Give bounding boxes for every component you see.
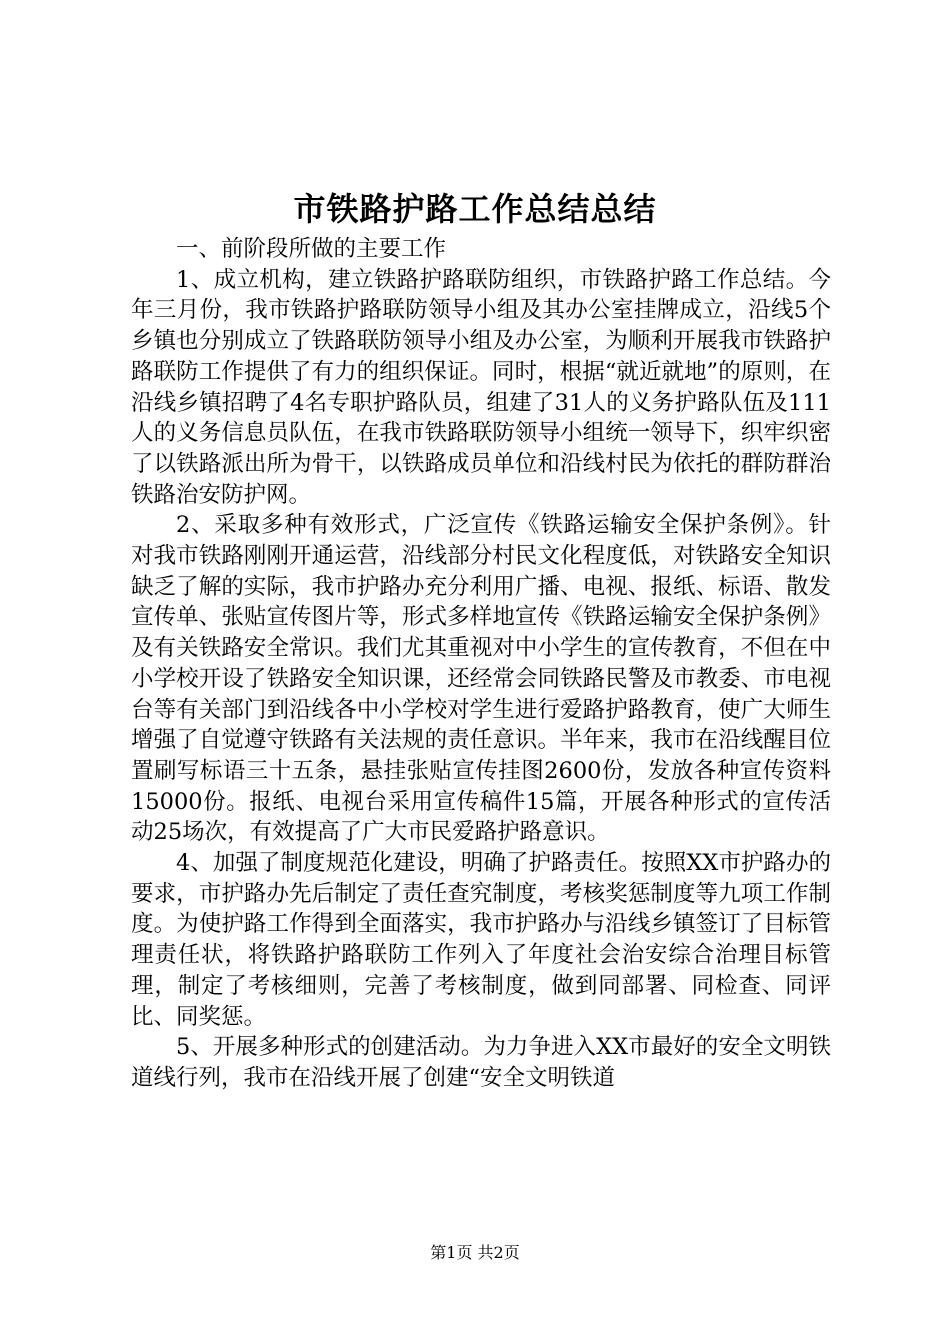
section-heading: 一、前阶段所做的主要工作 [176,236,447,262]
document-body [131,234,831,1094]
paragraph: 5、开展多种形式的创建活动。为力争进入XX市最好的安全文明铁道线行列，我市在沿线开展了创建“安全文明铁道 [131,1034,831,1091]
paragraph: 2、采取多种有效形式，广泛宣传《铁路运输安全保护条例》。针对我市铁路刚刚开通运营，沿线部分村民文化程度低，对铁路安全知识缺乏了解的实际，我市护路办充分利用广播、电视、报纸、标语、散发宣传单、张贴宣传图片等，形式多样地宣传《铁路运输安全保护条例》及有关铁路安全常识。我们尤其重视对中小学生的宣传教育，不但在中小学校开设了铁路安全知识课，还经常会同铁路民警及市教委、市电视台等有关部门到沿线各中小学校对学生进行爱路护路教育，使广大师生增强了自觉遵守铁路有关法规的责任意识。半年来，我市在沿线醒目位置刷写标语三十五条，悬挂张贴宣传挂图2600份，发放各种宣传资料15000份。报纸、电视台采用宣传稿件15篇，开展各种形式的宣传活动25场次，有效提高了广大市民爱路护路意识。 [131,512,831,846]
page-number-footer: 第1页 共2页 [430,1243,520,1262]
paragraph: 4、加强了制度规范化建设，明确了护路责任。按照XX市护路办的要求，市护路办先后制定了责任查究制度，考核奖惩制度等九项工作制度。为使护路工作得到全面落实，我市护路办与沿线乡镇签订了目标管理责任状，将铁路护路联防工作列入了年度社会治安综合治理目标管理，制定了考核细则，完善了考核制度，做到同部署、同检查、同评比、同奖惩。 [131,850,831,1030]
document-title: 市铁路护路工作总结总结 [293,190,657,228]
paragraph: 1、成立机构，建立铁路护路联防组织，市铁路护路工作总结。今年三月份，我市铁路护路联防领导小组及其办公室挂牌成立，沿线5个乡镇也分别成立了铁路联防领导小组及办公室，为顺利开展我市铁路护路联防工作提供了有力的组织保证。同时，根据“就近就地”的原则，在沿线乡镇招聘了4名专职护路队员，组建了31人的义务护路队伍及111人的义务信息员队伍，在我市铁路联防领导小组统一领导下，织牢织密了以铁路派出所为骨干，以铁路成员单位和沿线村民为依托的群防群治铁路治安防护网。 [131,266,831,508]
